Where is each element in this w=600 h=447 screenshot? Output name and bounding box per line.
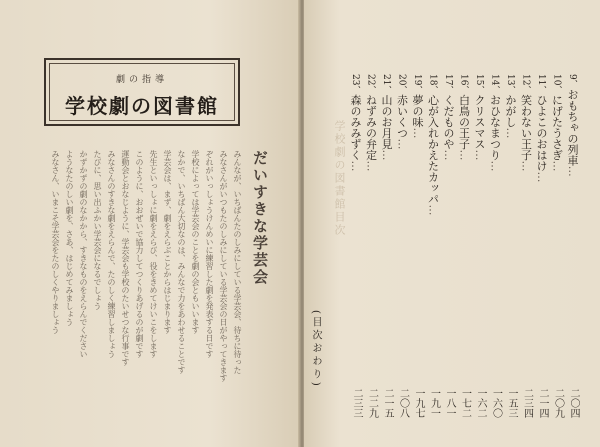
- toc-leader-dots: …: [566, 165, 579, 176]
- toc-page-number: 二一四: [537, 388, 548, 418]
- toc-entry[interactable]: [380, 74, 394, 386]
- essay-column: 学校によっては学芸会のことを劇の会ともいいます: [191, 150, 200, 334]
- toc-entry[interactable]: [396, 74, 410, 386]
- toc-entry-title: 夢の味: [411, 94, 424, 128]
- toc-entry-title: ねずみの弁定: [364, 94, 378, 161]
- toc-entry-number: 19、: [412, 74, 422, 95]
- toc-leader-dots: …: [395, 138, 409, 149]
- essay-column: このように、おおぜいで協力してつくりあげるのが劇です: [135, 150, 144, 358]
- toc-page-number: 二二九: [366, 388, 378, 418]
- series-label: 劇の指導: [115, 75, 168, 85]
- toc-entry[interactable]: [458, 74, 472, 386]
- toc-leader-dots: …: [426, 204, 440, 215]
- toc-entry-number: 12、: [520, 74, 531, 95]
- toc-entry-title: 山のお月見: [380, 94, 393, 150]
- essay-column: ようなたのしい劇を、さあ、はじめてみましょう: [65, 150, 74, 326]
- toc-page-number: 一五三: [506, 388, 517, 418]
- toc-page-number: 一七二: [459, 388, 471, 418]
- toc-entry-number: 9、: [567, 74, 577, 89]
- toc-entry-title: にげたうさぎ: [550, 94, 564, 161]
- toc-entry-title: 心が入れかえたカッパ: [426, 94, 440, 205]
- toc-entry-number: 13、: [505, 74, 515, 95]
- toc-entry-number: 21、: [381, 74, 391, 95]
- toc-page-number: 一八一: [444, 388, 455, 418]
- toc-entry-title: 笑わない王子: [519, 94, 533, 161]
- toc-entry-title: かがし: [504, 94, 517, 128]
- essay-column: 先生といっしょに劇をえらび、役をきめてけいこをします: [149, 150, 158, 358]
- essay-column: みんなが、いちばんたのしみにしている学芸会、待ちに待った: [233, 150, 242, 374]
- toc-page-number: 二一五: [382, 388, 393, 418]
- toc-leader-dots: …: [442, 149, 455, 160]
- toc-entry[interactable]: [442, 74, 456, 386]
- toc-page-number: 一九一: [428, 388, 440, 418]
- toc-entry[interactable]: [504, 74, 518, 386]
- toc-end-label: (目次おわり): [310, 310, 321, 389]
- toc-leader-dots: …: [550, 160, 564, 171]
- essay-column: たびに、思い出ふかい学芸会になるでしょう: [93, 150, 102, 310]
- toc-entry-title: 白鳥の王子: [457, 94, 471, 150]
- toc-entry[interactable]: [551, 74, 565, 386]
- toc-faint-heading: 学校劇の図書館目次: [333, 120, 346, 237]
- toc-page-number: 二〇八: [397, 388, 409, 418]
- toc-leader-dots: …: [411, 127, 424, 138]
- toc-entry-title: ひよこのおはけ: [535, 94, 548, 172]
- toc-entry-number: 15、: [474, 74, 484, 95]
- toc-leader-dots: …: [535, 171, 548, 182]
- toc-entry[interactable]: [473, 74, 487, 386]
- toc-leader-dots: …: [364, 160, 378, 171]
- toc-entry[interactable]: [349, 74, 363, 386]
- book-title: 学校劇の図書館: [65, 94, 219, 118]
- toc-entry[interactable]: [365, 74, 379, 386]
- toc-entry-title: おひなまつり: [488, 94, 502, 161]
- toc-entry[interactable]: [520, 74, 534, 386]
- toc-leader-dots: …: [504, 127, 517, 138]
- toc-entry-number: 18、: [427, 74, 438, 95]
- essay-heading: だいすきな学芸会: [251, 150, 269, 286]
- toc-page-number: 一九七: [413, 388, 424, 418]
- essay-column: みなさん、いまこそ学芸会をたのしくやりましょう: [51, 150, 60, 334]
- toc-entry-number: 16、: [458, 74, 469, 95]
- toc-leader-dots: …: [380, 149, 393, 160]
- toc-entry[interactable]: [427, 74, 441, 386]
- toc-page-number: 二〇九: [552, 388, 564, 418]
- toc-page-number: 一六二: [475, 388, 486, 418]
- toc-entry-title: 赤いくつ: [395, 94, 409, 139]
- essay-column: かずかずの劇のなかから、すきなものをえらんでください: [79, 150, 88, 358]
- toc-entry-title: クリスマス: [473, 94, 486, 150]
- toc-entry-title: くだものや: [442, 94, 455, 150]
- toc-entry[interactable]: [489, 74, 503, 386]
- essay-column: なかで、いちばん大切なのは、みんなで力をあわせることです: [177, 150, 186, 374]
- toc-entry[interactable]: [411, 74, 425, 386]
- toc-entry-number: 10、: [551, 74, 562, 95]
- toc-entry-number: 20、: [396, 74, 407, 95]
- toc-page-number: 二三四: [521, 388, 533, 418]
- toc-entry-number: 23、: [350, 74, 360, 95]
- toc-entry-number: 14、: [489, 74, 500, 95]
- toc-leader-dots: …: [488, 160, 502, 171]
- toc-leader-dots: …: [473, 149, 486, 160]
- toc-entry-number: 11、: [536, 74, 546, 95]
- toc-entry[interactable]: [535, 74, 549, 386]
- toc-entry-title: 森のみみずく: [349, 94, 362, 161]
- title-box: [44, 58, 240, 126]
- toc-page-number: 二〇四: [568, 388, 579, 418]
- essay-column: みなさんがいつもたのしみにしている学芸会の日がやってきます: [219, 150, 228, 382]
- essay-column: 運動会とおなじように、学芸会も学校のたいせつな行事です: [121, 150, 130, 366]
- toc-page-number: 二三三: [351, 388, 362, 418]
- essay-column: ぞれがいっしょうけんめいに練習した劇を発表する日です: [205, 150, 214, 358]
- essay-column: 学芸会は、まず、劇をえらぶことからはじまります: [163, 150, 172, 334]
- toc-entry-title: おもちゃの列車: [566, 88, 579, 166]
- toc-leader-dots: …: [519, 160, 533, 171]
- toc-page-number: 一六〇: [490, 388, 502, 418]
- toc-leader-dots: …: [457, 149, 471, 160]
- essay-column: みなさんのすきな劇をえらんで、たのしく練習しましょう: [107, 150, 116, 358]
- toc-entry-number: 22、: [365, 74, 376, 95]
- toc-leader-dots: …: [349, 160, 362, 171]
- toc-entry-number: 17、: [443, 74, 453, 95]
- toc-entry[interactable]: [566, 74, 580, 386]
